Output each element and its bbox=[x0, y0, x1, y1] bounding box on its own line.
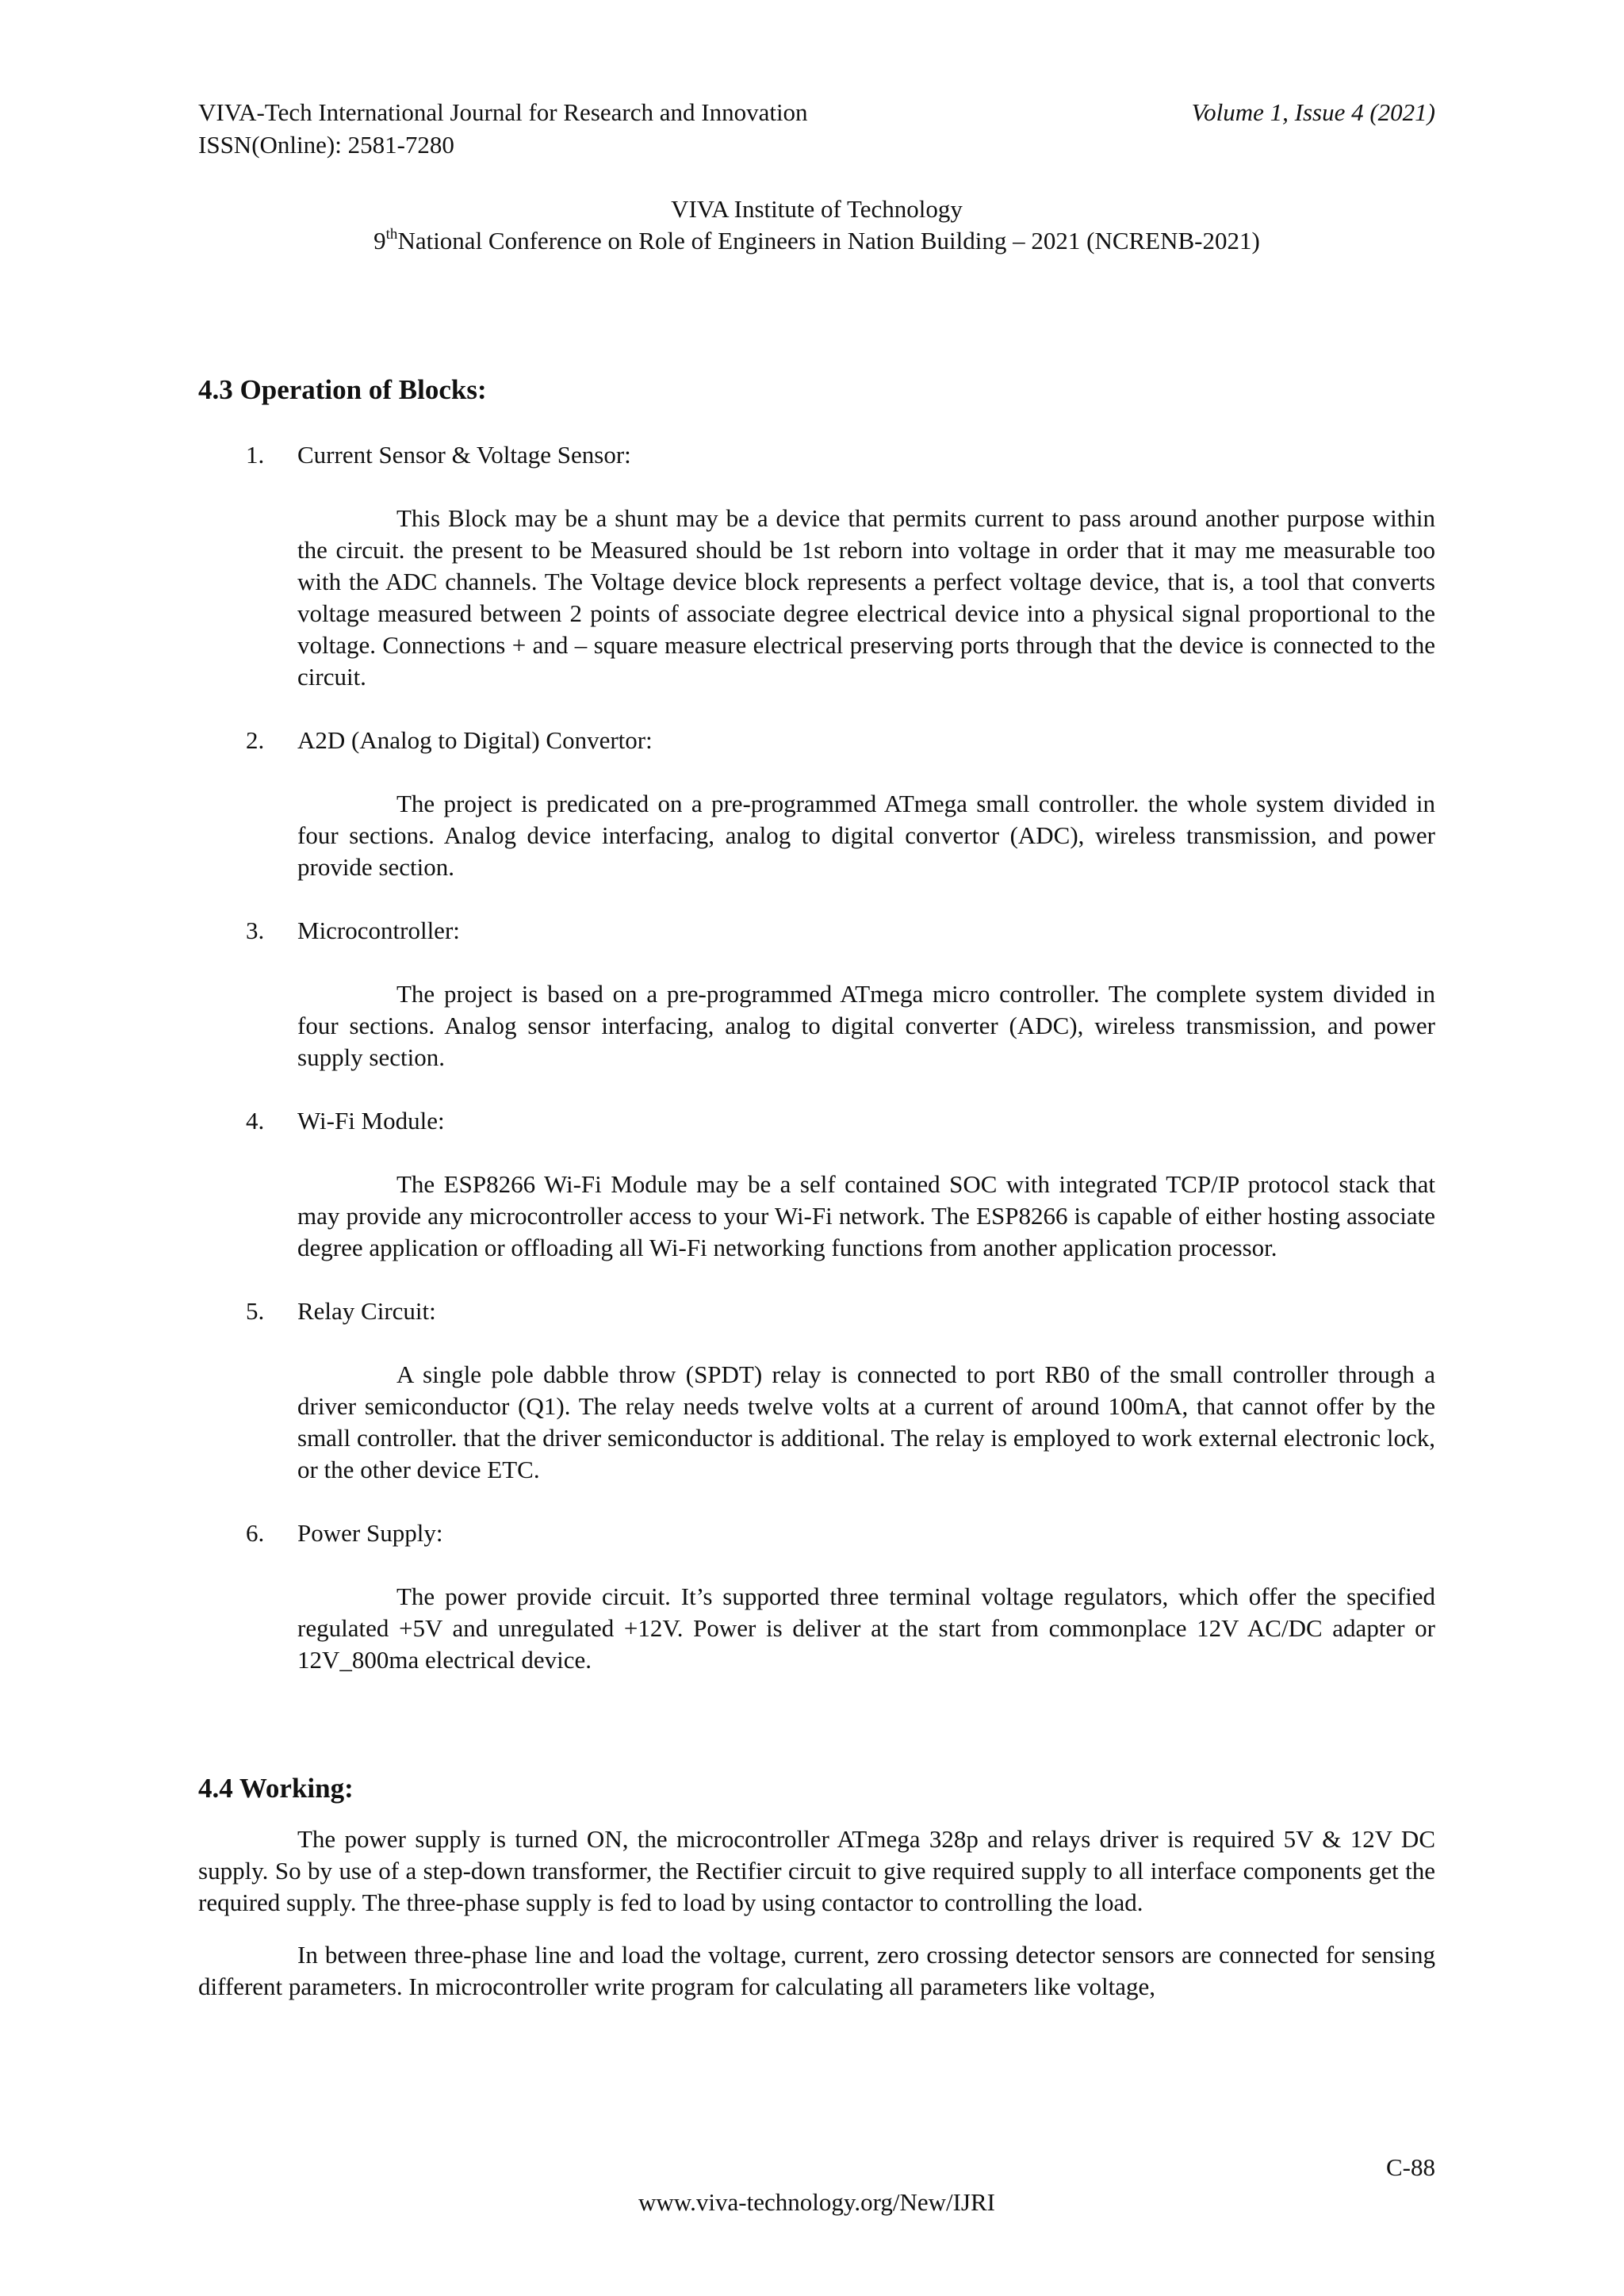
paper-page bbox=[198, 0, 1435, 2296]
list-item-title: A2D (Analog to Digital) Convertor: bbox=[297, 726, 653, 754]
list-item-body: This Block may be a shunt may be a device that permits current to pass around another purpose within the circuit. the present to be Measured should be 1st reborn into voltage in order that it may me measurable too with the ADC channels. The Voltage device block represents a perfect voltage device, that is, a tool that converts voltage measured between 2 points of associate degree electrical device into a physical signal proportional to the voltage. Connections + and – square measure electrical preserving ports through that the device is connected to the circuit. bbox=[297, 504, 1435, 691]
page-content bbox=[198, 373, 1435, 2003]
section-heading-4-4: 4.4 Working: bbox=[198, 1773, 354, 1804]
list-item-number: 2. bbox=[246, 726, 265, 754]
list-item-body: The project is predicated on a pre-programmed ATmega small controller. the whole system divided in four sections. Analog device interfacing, analog to digital convertor (ADC), wireless transmission, and power provide section. bbox=[297, 790, 1435, 881]
list-item bbox=[198, 915, 1435, 1073]
list-item-number: 6. bbox=[246, 1519, 265, 1547]
body-paragraph: The power supply is turned ON, the microcontroller ATmega 328p and relays driver is required 5V & 12V DC supply. So by use of a step-down transformer, the Rectifier circuit to give required supply to all interface components get the required supply. The three-phase supply is fed to load by using contactor to controlling the load. bbox=[198, 1825, 1435, 1916]
conference-name: National Conference on Role of Engineers in Nation Building – 2021 (NCRENB-2021) bbox=[397, 227, 1260, 254]
body-paragraph: In between three-phase line and load the voltage, current, zero crossing detector sensors are connected for sensing different parameters. In microcontroller write program for calculating all parameters like voltage, bbox=[198, 1941, 1435, 2000]
list-item bbox=[198, 1517, 1435, 1676]
issn: ISSN(Online): 2581-7280 bbox=[198, 131, 454, 159]
list-item-body: The power provide circuit. It’s supported three terminal voltage regulators, which offer the specified regulated +5V and unregulated +12V. Power is deliver at the start from commonplace 12V AC/DC adapter or 12V_800ma electrical device. bbox=[297, 1582, 1435, 1674]
list-item-number: 3. bbox=[246, 916, 265, 944]
list-item bbox=[198, 1295, 1435, 1486]
list-item-body: A single pole dabble throw (SPDT) relay is connected to port RB0 of the small controller through a driver semiconductor (Q1). The relay needs twelve volts at a current of around 100mA, that cannot offer by the small controller. that the driver semiconductor is additional. The relay is employed to work external electronic lock, or the other device ETC. bbox=[297, 1360, 1435, 1483]
list-item-body: The ESP8266 Wi-Fi Module may be a self contained SOC with integrated TCP/IP protocol stack that may provide any microcontroller access to your Wi-Fi network. The ESP8266 is capable of either hosting associate degree application or offloading all Wi-Fi networking functions from another application processor. bbox=[297, 1170, 1435, 1261]
list-item-title: Relay Circuit: bbox=[297, 1297, 436, 1325]
conference-title bbox=[198, 225, 1435, 257]
list-item-body: The project is based on a pre-programmed ATmega micro controller. The complete system divided in four sections. Analog sensor interfacing, analog to digital converter (ADC), wireless transmission, and power supply section. bbox=[297, 980, 1435, 1071]
conference-ordinal-suffix: th bbox=[385, 225, 398, 243]
volume-issue: Volume 1, Issue 4 (2021) bbox=[1191, 98, 1435, 126]
list-item-number: 4. bbox=[246, 1107, 265, 1135]
list-item bbox=[198, 439, 1435, 693]
page-number: C-88 bbox=[1386, 2153, 1435, 2181]
journal-title: VIVA-Tech International Journal for Research and Innovation bbox=[198, 98, 808, 126]
conference-ordinal: 9 bbox=[373, 227, 386, 254]
list-item-number: 5. bbox=[246, 1297, 265, 1325]
list-item-title: Wi-Fi Module: bbox=[297, 1107, 445, 1135]
list-item-title: Power Supply: bbox=[297, 1519, 443, 1547]
footer-url: www.viva-technology.org/New/IJRI bbox=[638, 2188, 995, 2216]
list-item bbox=[198, 725, 1435, 883]
institute-name: VIVA Institute of Technology bbox=[671, 195, 963, 223]
list-item bbox=[198, 1105, 1435, 1264]
list-item-title: Microcontroller: bbox=[297, 916, 460, 944]
section-heading-4-3: 4.3 Operation of Blocks: bbox=[198, 374, 487, 405]
list-item-title: Current Sensor & Voltage Sensor: bbox=[297, 441, 631, 469]
list-item-number: 1. bbox=[246, 441, 265, 469]
